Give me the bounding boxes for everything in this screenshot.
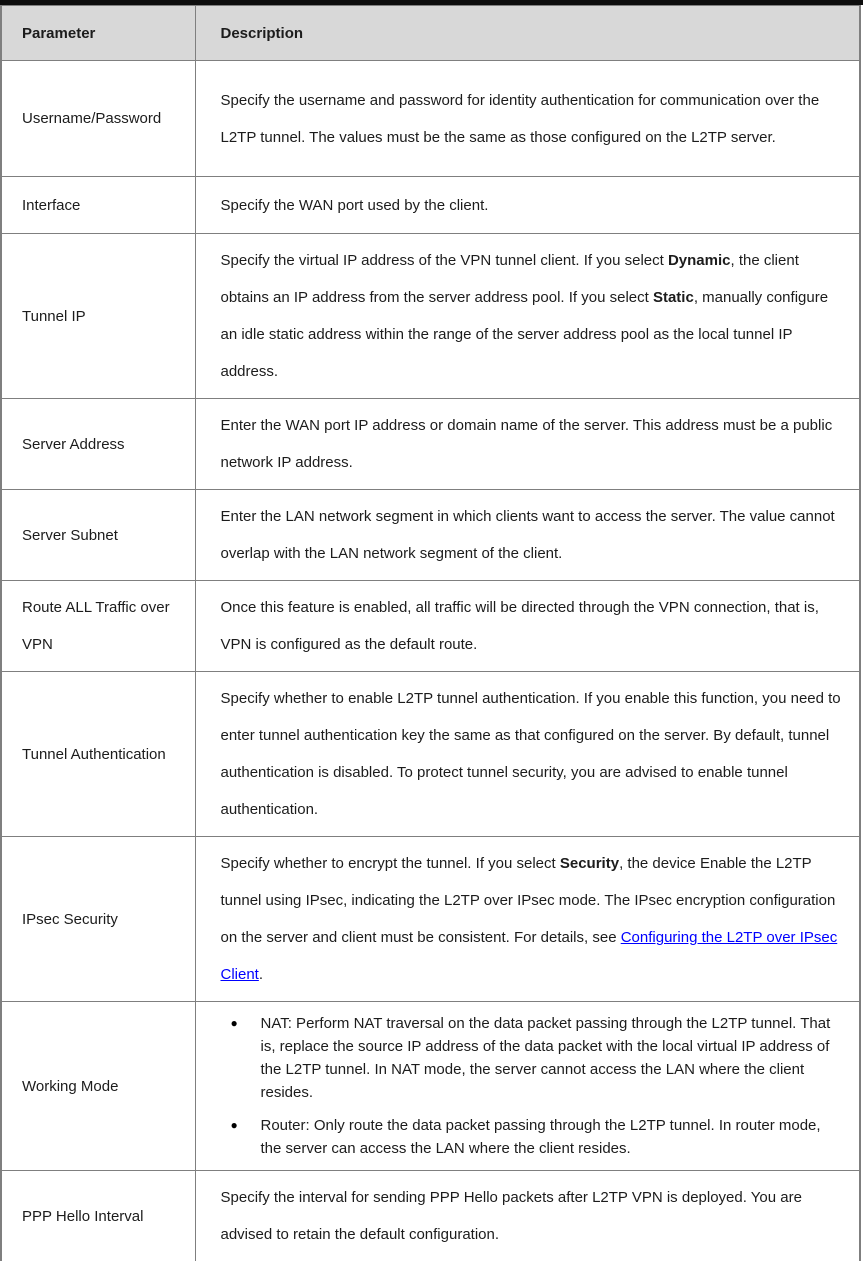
text-run: . [259,966,263,983]
table-row [1,490,860,581]
bullet-icon: ● [231,1114,261,1137]
table-row [1,399,860,490]
description-cell [195,1171,860,1261]
text-run: Specify the WAN port used by the client. [221,197,489,214]
description-cell [195,837,860,1002]
parameter-cell: Server Subnet [1,490,195,581]
text-run: Specify whether to enable L2TP tunnel authentication. If you enable this function, you need to enter tunnel authentication key the same as that configured on the server. By default, tunnel authentication is disabled. To protect tunnel security, you are advised to enable tunnel authentication. [221,690,841,818]
description-text [221,187,846,224]
text-run: , the client obtains an IP address from the server address pool. If you select [221,252,799,306]
table-row [1,177,860,234]
parameter-cell: Tunnel Authentication [1,672,195,837]
parameter-cell: Interface [1,177,195,234]
bold-text-run: Dynamic [668,252,731,269]
text-run: , manually configure an idle static address within the range of the server address pool as the local tunnel IP address. [221,289,829,380]
description-text [221,680,846,828]
table-body [1,61,860,1261]
description-cell [195,177,860,234]
text-run: Specify the virtual IP address of the VPN tunnel client. If you select [221,252,668,269]
description-cell [195,399,860,490]
text-run: Enter the LAN network segment in which clients want to access the server. The value cannot overlap with the LAN network segment of the client. [221,508,835,562]
description-text [221,498,846,572]
description-cell [195,1002,860,1171]
bullet-item [231,1114,846,1160]
header-description: Description [195,6,860,61]
text-run: Once this feature is enabled, all traffic will be directed through the VPN connection, that is, VPN is configured as the default route. [221,599,819,653]
table-row [1,234,860,399]
parameter-cell: Route ALL Traffic over VPN [1,581,195,672]
bullet-text: NAT: Perform NAT traversal on the data packet passing through the L2TP tunnel. That is, replace the source IP address of the data packet with the local virtual IP address of the L2TP tunnel. In NAT mode, the server cannot access the LAN where the client resides. [261,1012,846,1104]
table-row [1,837,860,1002]
bullet-text: Router: Only route the data packet passing through the L2TP tunnel. In router mode, the server can access the LAN where the client resides. [261,1114,846,1160]
bullet-icon: ● [231,1012,261,1035]
parameter-cell: IPsec Security [1,837,195,1002]
description-text [221,589,846,663]
description-text [221,407,846,481]
description-cell [195,672,860,837]
header-parameter: Parameter [1,6,195,61]
header-row [1,6,860,61]
table-row [1,581,860,672]
table-row [1,1002,860,1171]
text-run: Enter the WAN port IP address or domain name of the server. This address must be a public network IP address. [221,417,833,471]
parameter-description-table [0,5,861,1261]
table-row [1,672,860,837]
text-run: Specify the interval for sending PPP Hello packets after L2TP VPN is deployed. You are advised to retain the default configuration. [221,1189,802,1243]
table-header [1,6,860,61]
description-text [221,1179,846,1253]
parameter-cell: Username/Password [1,61,195,177]
description-text [221,242,846,390]
description-text [221,845,846,993]
description-cell [195,234,860,399]
bullet-item [231,1012,846,1104]
bullet-list [221,1010,846,1162]
description-text [221,82,846,156]
text-run: Specify whether to encrypt the tunnel. If you select [221,855,560,872]
table-row [1,61,860,177]
bold-text-run: Security [560,855,619,872]
description-cell [195,61,860,177]
configuring-l2tp-over-ipsec-client-link[interactable]: Configuring the L2TP over IPsec Client [221,929,838,983]
text-run: Specify the username and password for identity authentication for communication over the L2TP tunnel. The values must be the same as those configured on the L2TP server. [221,92,820,146]
description-cell [195,581,860,672]
description-cell [195,490,860,581]
parameter-cell: Tunnel IP [1,234,195,399]
table-row [1,1171,860,1261]
parameter-cell: Working Mode [1,1002,195,1171]
bold-text-run: Static [653,289,694,306]
text-run: , the device Enable the L2TP tunnel using IPsec, indicating the L2TP over IPsec mode. The IPsec encryption configuration on the server and client must be consistent. For details, see [221,855,836,946]
parameter-cell: Server Address [1,399,195,490]
parameter-cell: PPP Hello Interval [1,1171,195,1261]
